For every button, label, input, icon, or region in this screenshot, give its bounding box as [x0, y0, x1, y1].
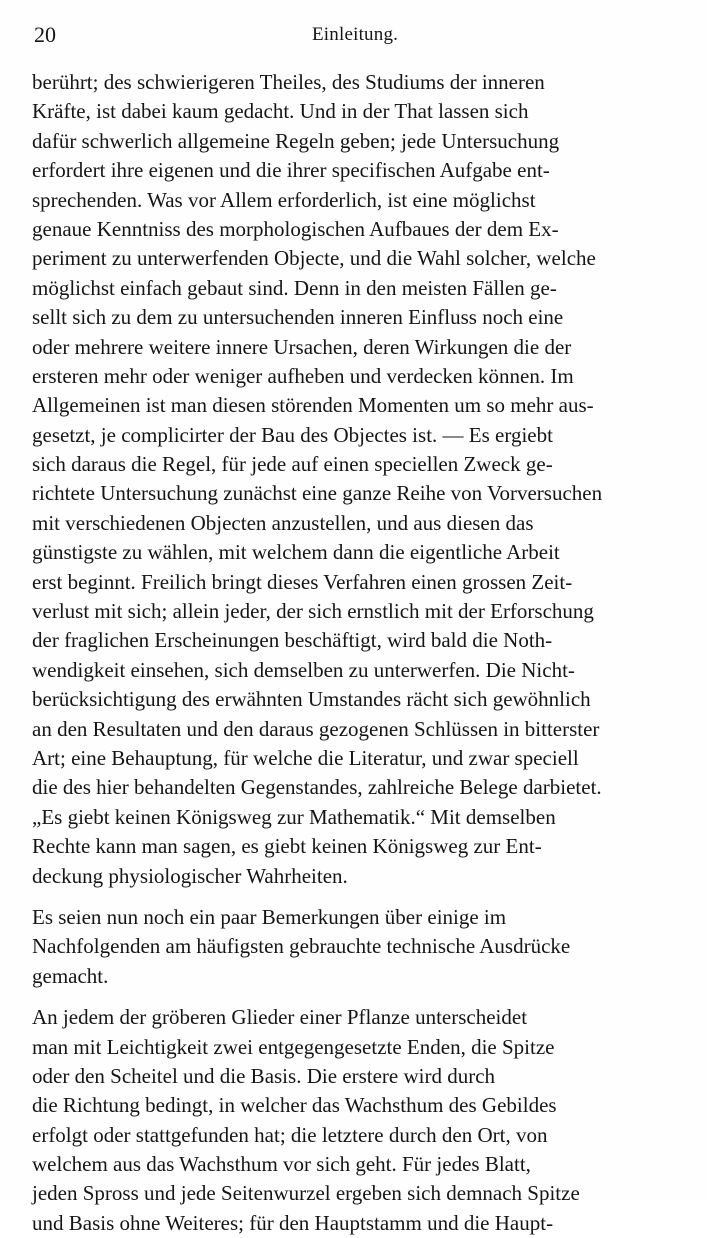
text-line: Nachfolgenden am häufigsten gebrauchte technische Ausdrücke — [32, 934, 571, 959]
paragraph-gap — [32, 891, 680, 903]
text-line: erfolgt oder stattgefunden hat; die letztere durch den Ort, von — [32, 1122, 548, 1147]
text-line: möglichst einfach gebaut sind. Denn in den meisten Fällen ge- — [32, 275, 557, 300]
text-line: verlust mit sich; allein jeder, der sich ernstlich mit der Erforschung — [32, 599, 594, 624]
text-line: ersteren mehr oder weniger aufheben und verdecken können. Im — [32, 363, 574, 388]
text-line: wendigkeit einsehen, sich demselben zu unterwerfen. Die Nicht- — [32, 657, 575, 682]
text-line: sich daraus die Regel, für jede auf einen speciellen Zweck ge- — [32, 452, 553, 477]
page-number: 20 — [34, 22, 56, 47]
running-title: Einleitung. — [312, 24, 399, 45]
text-line: berührt; des schwierigeren Theiles, des Studiums der inneren — [32, 70, 545, 94]
text-line: welchem aus das Wachsthum vor sich geht. Für jedes Blatt, — [32, 1152, 531, 1177]
text-line: und Basis ohne Weiteres; für den Hauptstamm und die Haupt- — [32, 1210, 554, 1235]
text-line: erfordert ihre eigenen und die ihrer specifischen Aufgabe ent- — [32, 158, 550, 183]
text-line: Allgemeinen ist man diesen störenden Momenten um so mehr aus- — [32, 393, 594, 418]
text-line: „Es giebt keinen Königsweg zur Mathematik.“ Mit demselben — [32, 804, 556, 829]
text-line: günstigste zu wählen, mit welchem dann die eigentliche Arbeit — [32, 540, 560, 565]
text-line: richtete Untersuchung zunächst eine ganze Reihe von Vorversuchen — [32, 481, 603, 506]
text-line: Es seien nun noch ein paar Bemerkungen über einige im — [32, 904, 507, 929]
text-line: oder den Scheitel und die Basis. Die erstere wird durch — [32, 1063, 496, 1088]
text-line: gemacht. — [32, 963, 109, 988]
text-line: der fraglichen Erscheinungen beschäftigt, wird bald die Noth- — [32, 628, 553, 653]
text-line: Art; eine Behauptung, für welche die Literatur, und zwar speciell — [32, 745, 579, 770]
paragraph — [32, 68, 680, 891]
text-line: mit verschiedenen Objecten anzustellen, und aus diesen das — [32, 510, 534, 535]
text-line: genaue Kenntniss des morphologischen Aufbaues der dem Ex- — [32, 216, 559, 241]
text-line: man mit Leichtigkeit zwei entgegengesetzte Enden, die Spitze — [32, 1034, 555, 1059]
paragraph — [32, 903, 680, 991]
running-header — [34, 20, 667, 50]
text-line: an den Resultaten und den daraus gezogenen Schlüssen in bitterster — [32, 716, 600, 741]
text-line: Kräfte, ist dabei kaum gedacht. Und in der That lassen sich — [32, 99, 529, 124]
text-line: oder mehrere weitere innere Ursachen, deren Wirkungen die der — [32, 334, 572, 359]
text-line: die Richtung bedingt, in welcher das Wachsthum des Gebildes — [32, 1093, 557, 1118]
paragraph — [32, 1003, 680, 1238]
text-line: gesetzt, je complicirter der Bau des Objectes ist. — Es ergiebt — [32, 422, 553, 447]
text-line: sprechenden. Was vor Allem erforderlich, ist eine möglichst — [32, 187, 536, 212]
text-line: An jedem der gröberen Glieder einer Pflanze unterscheidet — [32, 1005, 528, 1030]
text-line: erst beginnt. Freilich bringt dieses Verfahren einen grossen Zeit- — [32, 569, 573, 594]
paragraph-gap — [32, 991, 680, 1003]
body-text — [32, 68, 680, 1238]
text-line: dafür schwerlich allgemeine Regeln geben; jede Untersuchung — [32, 128, 560, 153]
text-line: jeden Spross und jede Seitenwurzel ergeben sich demnach Spitze — [32, 1181, 580, 1206]
text-line: deckung physiologischer Wahrheiten. — [32, 863, 348, 888]
text-line: Rechte kann man sagen, es giebt keinen Königsweg zur Ent- — [32, 834, 542, 859]
text-line: sellt sich zu dem zu untersuchenden inneren Einfluss noch eine — [32, 305, 564, 330]
text-line: die des hier behandelten Gegenstandes, zahlreiche Belege darbietet. — [32, 775, 602, 800]
text-line: periment zu unterwerfenden Objecte, und die Wahl solcher, welche — [32, 246, 596, 271]
text-line: berücksichtigung des erwähnten Umstandes rächt sich gewöhnlich — [32, 687, 591, 712]
